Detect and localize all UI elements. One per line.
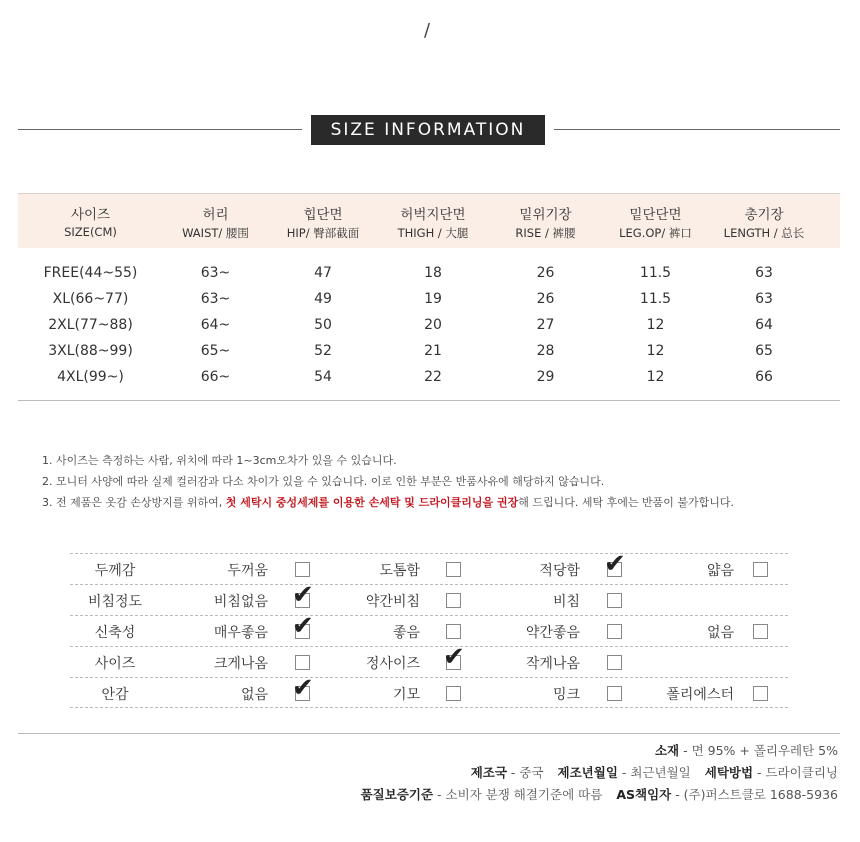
- note-2: 2. 모니터 사양에 따라 실제 컬러감과 다소 차이가 있을 수 있습니다. 이로 인한 부분은 반품사유에 해당하지 않습니다.: [42, 475, 605, 488]
- table-cell: FREE(44~55): [43, 265, 138, 281]
- checklist-category: 두께감: [94, 563, 136, 579]
- checkbox[interactable]: [446, 686, 461, 701]
- checklist-row: [70, 642, 788, 677]
- checkbox[interactable]: [607, 655, 622, 670]
- checklist-option-label: 매우좋음: [213, 625, 268, 641]
- checklist-option-label: 도톰함: [379, 563, 420, 579]
- section-header: [18, 115, 840, 145]
- checkbox[interactable]: [753, 562, 768, 577]
- header-cell: 허리 WAIST/ 腰围: [182, 207, 249, 240]
- checkmark-icon: ✔: [292, 611, 314, 641]
- checklist-option-label: 정사이즈: [365, 656, 420, 672]
- section-title: SIZE INFORMATION: [311, 115, 545, 145]
- divider-slash: /: [424, 20, 431, 41]
- checklist-row: [70, 580, 788, 615]
- info-origin-date-wash: 제조국 - 중국 제조년월일 - 최근년월일 세탁방법 - 드라이클리닝: [470, 765, 838, 780]
- table-cell: 63: [755, 291, 773, 307]
- table-cell: 47: [314, 265, 332, 281]
- checklist-row: [70, 611, 788, 646]
- table-cell: 2XL(77~88): [48, 317, 133, 333]
- table-cell: 21: [424, 343, 442, 359]
- table-cell: 20: [424, 317, 442, 333]
- info-material: 소재 - 면 95% + 폴리우레탄 5%: [654, 743, 838, 758]
- checklist-row: [70, 673, 788, 708]
- header-cell: 사이즈 SIZE(CM): [64, 207, 117, 239]
- table-cell: 22: [424, 369, 442, 385]
- checkbox[interactable]: [607, 593, 622, 608]
- note-1: 1. 사이즈는 측정하는 사람, 위치에 따라 1~3cm오차가 있을 수 있습니다.: [42, 454, 397, 467]
- checklist-option-label: 적당함: [539, 563, 580, 579]
- checklist-option-label: 크게나옴: [213, 656, 268, 672]
- table-row: [18, 286, 840, 312]
- checklist-option-label: 비침: [552, 594, 580, 610]
- header-rule-right: [554, 129, 840, 130]
- note-3-highlight: 첫 세탁시 중성세제를 이용한 손세탁 및 드라이클리닝을 권장: [225, 496, 519, 509]
- table-cell: 63: [755, 265, 773, 281]
- checklist-option-label: 기모: [392, 687, 420, 703]
- checklist-option-label: 얇음: [706, 563, 734, 579]
- table-cell: 63~: [200, 291, 231, 307]
- info-warranty-as: 품질보증기준 - 소비자 분쟁 해결기준에 따름 AS책임자 - (주)퍼스트클로 1688-5936: [360, 787, 838, 802]
- checkmark-icon: ✔: [292, 580, 314, 610]
- table-cell: 28: [536, 343, 555, 359]
- table-cell: 12: [646, 343, 665, 359]
- table-cell: 18: [424, 265, 442, 281]
- checkbox[interactable]: [446, 624, 461, 639]
- table-cell: 49: [314, 291, 332, 307]
- table-cell: 3XL(88~99): [48, 343, 133, 359]
- checklist-option-label: 폴리에스터: [666, 687, 734, 703]
- checklist-category: 사이즈: [94, 656, 136, 672]
- table-cell: 66~: [200, 369, 231, 385]
- table-row: [18, 312, 840, 338]
- table-cell: 11.5: [639, 291, 672, 307]
- table-cell: 12: [646, 317, 665, 333]
- table-row: [18, 260, 840, 286]
- header-cell: 허벅지단면 THIGH / 大腿: [397, 207, 469, 240]
- table-cell: 65: [755, 343, 773, 359]
- table-cell: 29: [536, 369, 555, 385]
- table-row: [18, 338, 840, 364]
- checkbox[interactable]: [446, 593, 461, 608]
- table-cell: 65~: [200, 343, 231, 359]
- table-cell: 63~: [200, 265, 231, 281]
- checklist-category: 비침정도: [87, 594, 143, 610]
- table-cell: 64~: [200, 317, 231, 333]
- checkbox[interactable]: [443, 642, 465, 672]
- header-cell: 밑위기장 RISE / 裤腰: [515, 207, 576, 240]
- info-divider: [18, 733, 840, 734]
- checklist-option-label: 없음: [240, 687, 268, 703]
- table-cell: 64: [755, 317, 773, 333]
- checklist-row: [70, 549, 788, 584]
- checklist-option-label: 작게나옴: [525, 656, 580, 672]
- table-cell: 26: [536, 265, 555, 281]
- table-cell: 26: [536, 291, 555, 307]
- table-cell: 52: [314, 343, 332, 359]
- fabric-checklist: [70, 549, 788, 708]
- notes: [42, 450, 734, 513]
- header-cell: 총기장 LENGTH / 总长: [723, 207, 805, 240]
- table-row: [18, 364, 840, 390]
- checkbox[interactable]: [753, 686, 768, 701]
- checklist-option-label: 밍크: [552, 687, 580, 703]
- checklist-option-label: 비침없음: [213, 594, 268, 610]
- checkbox[interactable]: [446, 562, 461, 577]
- size-table-header: [18, 193, 840, 248]
- table-cell: 12: [646, 369, 665, 385]
- checkmark-icon: ✔: [292, 673, 314, 703]
- checkmark-icon: ✔: [604, 549, 626, 579]
- header-cell: 힙단면 HIP/ 臀部截面: [286, 207, 360, 240]
- checkmark-icon: ✔: [443, 642, 465, 672]
- checklist-option-label: 두꺼움: [227, 563, 268, 579]
- checklist-option-label: 좋음: [392, 625, 420, 641]
- checkbox[interactable]: [753, 624, 768, 639]
- table-cell: XL(66~77): [52, 291, 129, 307]
- size-table: [18, 193, 840, 401]
- header-rule-left: [18, 129, 302, 130]
- table-cell: 19: [424, 291, 442, 307]
- table-cell: 27: [536, 317, 555, 333]
- size-table-body: [18, 248, 840, 401]
- checklist-category: 안감: [101, 687, 129, 703]
- checklist-option-label: 없음: [706, 625, 734, 641]
- checklist-option-label: 약간좋음: [525, 625, 580, 641]
- table-cell: 50: [314, 317, 332, 333]
- checklist-option-label: 약간비침: [365, 594, 420, 610]
- table-cell: 54: [314, 369, 332, 385]
- header-cell: 밑단단면 LEG.OP/ 裤口: [619, 207, 692, 240]
- table-cell: 66: [755, 369, 773, 385]
- table-cell: 11.5: [639, 265, 672, 281]
- table-cell: 4XL(99~): [57, 369, 124, 385]
- note-3: 3. 전 제품은 옷감 손상방지를 위하여, 첫 세탁시 중성세제를 이용한 손세탁 및 드라이클리닝을 권장해 드립니다. 세탁 후에는 반품이 불가합니다.: [42, 496, 734, 509]
- checklist-category: 신축성: [94, 625, 136, 641]
